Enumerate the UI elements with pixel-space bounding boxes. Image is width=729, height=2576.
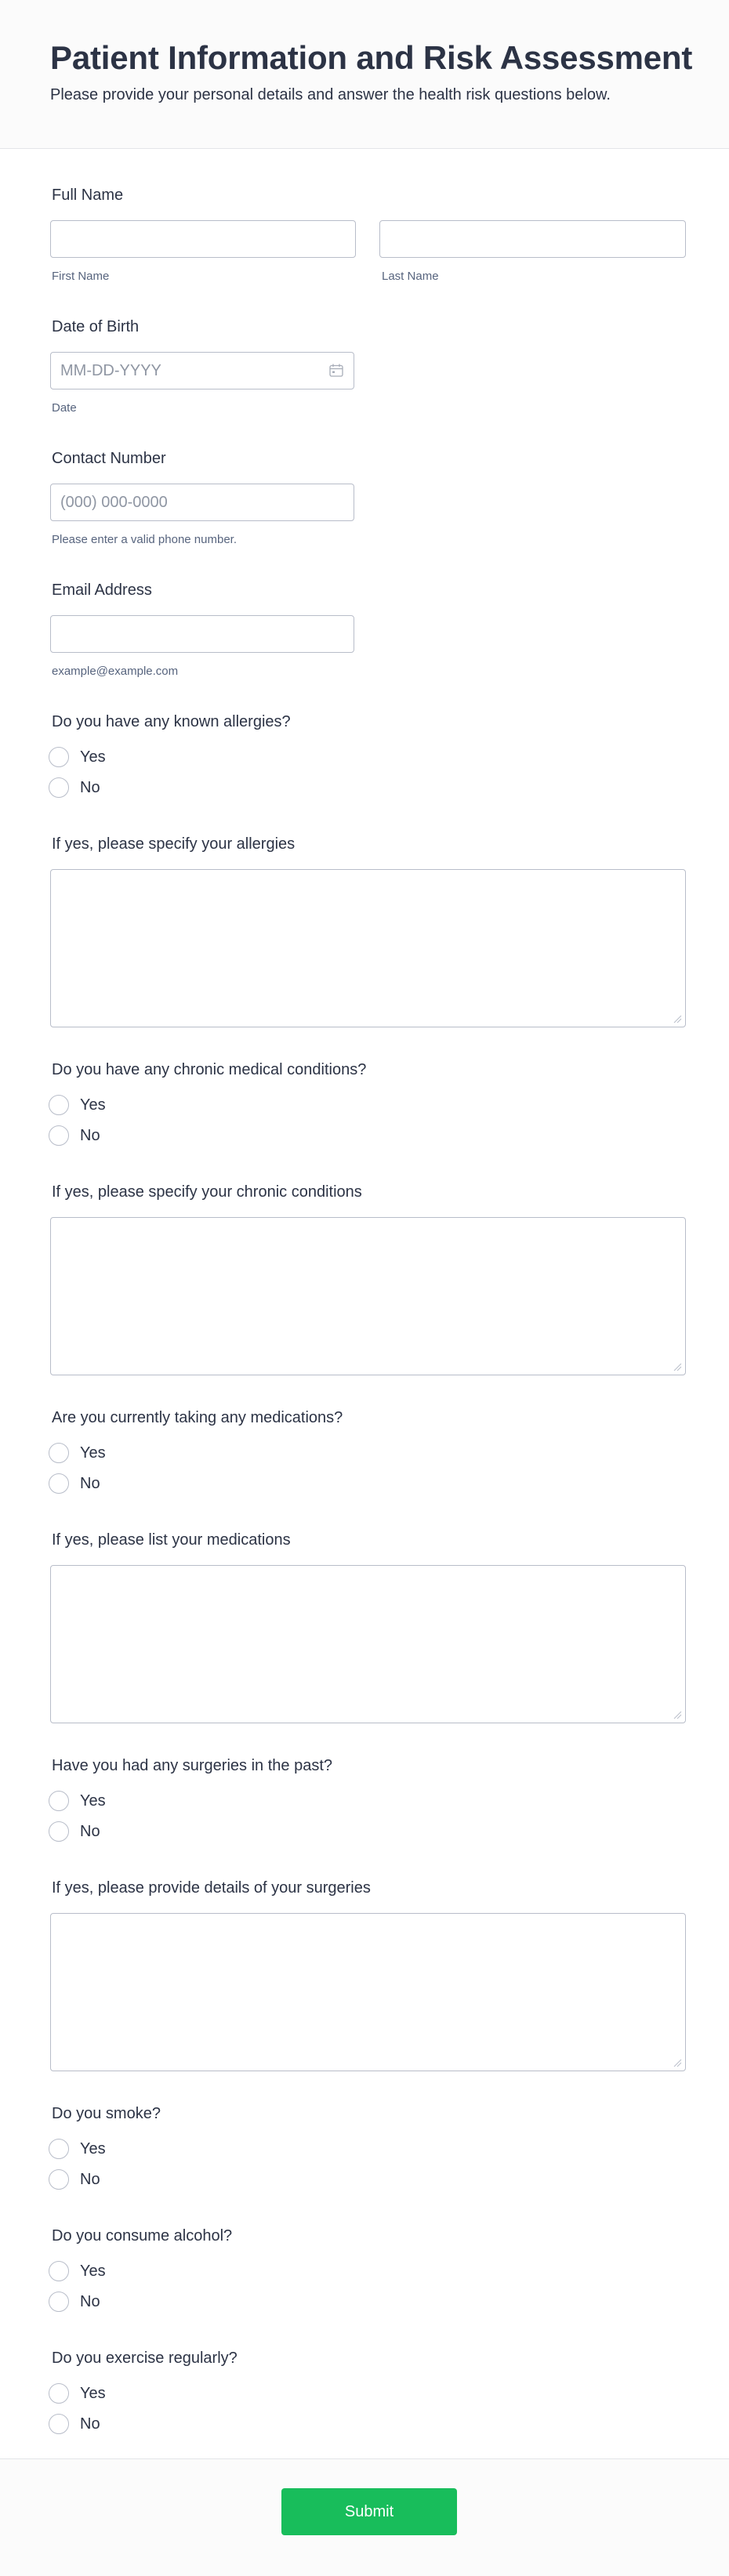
medications-question: Are you currently taking any medications? xyxy=(52,1409,343,1426)
chronic-details-label: If yes, please specify your chronic conditions xyxy=(52,1183,362,1201)
radio-label-no: No xyxy=(80,778,100,796)
radio-circle[interactable] xyxy=(49,2383,69,2404)
email-label: Email Address xyxy=(52,582,152,599)
alcohol-question: Do you consume alcohol? xyxy=(52,2227,233,2244)
allergies-question: Do you have any known allergies? xyxy=(52,713,291,730)
resize-grip-icon[interactable] xyxy=(673,2058,682,2067)
date-of-birth-field xyxy=(50,352,354,389)
allergies-no-radio[interactable] xyxy=(49,776,100,799)
radio-label-no: No xyxy=(80,2415,100,2433)
resize-grip-icon[interactable] xyxy=(673,1362,682,1371)
chronic-yes-radio[interactable] xyxy=(49,1093,106,1117)
surgeries-details-textarea[interactable] xyxy=(50,1913,686,2071)
email-sublabel: example@example.com xyxy=(52,665,179,678)
radio-label-yes: Yes xyxy=(80,1444,106,1462)
full-name-label: Full Name xyxy=(52,187,124,204)
submit-button[interactable]: Submit xyxy=(281,2488,457,2535)
radio-label-yes: Yes xyxy=(80,1096,106,1114)
radio-circle[interactable] xyxy=(49,1125,69,1146)
chronic-no-radio[interactable] xyxy=(49,1124,100,1147)
radio-label-no: No xyxy=(80,2170,100,2188)
radio-circle[interactable] xyxy=(49,777,69,798)
surgeries-yes-radio[interactable] xyxy=(49,1789,106,1813)
alcohol-no-radio[interactable] xyxy=(49,2290,100,2313)
page-title: Patient Information and Risk Assessment xyxy=(50,39,693,76)
alcohol-yes-radio[interactable] xyxy=(49,2259,106,2283)
smoke-no-radio[interactable] xyxy=(49,2168,100,2191)
first-name-sublabel: First Name xyxy=(52,270,110,283)
exercise-no-radio[interactable] xyxy=(49,2412,100,2436)
chronic-details-textarea[interactable] xyxy=(50,1217,686,1375)
surgeries-details-label: If yes, please provide details of your surgeries xyxy=(52,1879,371,1897)
medications-details-label: If yes, please list your medications xyxy=(52,1531,291,1549)
surgeries-question: Have you had any surgeries in the past? xyxy=(52,1757,332,1774)
radio-label-no: No xyxy=(80,2292,100,2310)
medications-yes-radio[interactable] xyxy=(49,1441,106,1465)
smoke-question: Do you smoke? xyxy=(52,2105,161,2122)
radio-label-yes: Yes xyxy=(80,2139,106,2158)
last-name-sublabel: Last Name xyxy=(382,270,439,283)
medications-details-textarea[interactable] xyxy=(50,1565,686,1723)
radio-label-no: No xyxy=(80,1474,100,1492)
radio-label-no: No xyxy=(80,1126,100,1144)
resize-grip-icon[interactable] xyxy=(673,1014,682,1024)
contact-number-input[interactable] xyxy=(50,484,354,521)
first-name-input[interactable] xyxy=(50,220,356,258)
radio-circle[interactable] xyxy=(49,1821,69,1842)
date-of-birth-label: Date of Birth xyxy=(52,318,140,335)
form-header xyxy=(0,0,729,149)
contact-number-sublabel: Please enter a valid phone number. xyxy=(52,533,237,546)
date-of-birth-input[interactable] xyxy=(50,352,354,389)
radio-circle[interactable] xyxy=(49,2261,69,2281)
radio-circle[interactable] xyxy=(49,747,69,767)
calendar-icon[interactable] xyxy=(329,364,343,377)
last-name-input[interactable] xyxy=(379,220,686,258)
radio-label-yes: Yes xyxy=(80,2384,106,2402)
radio-circle[interactable] xyxy=(49,1443,69,1463)
contact-number-label: Contact Number xyxy=(52,450,166,467)
radio-label-yes: Yes xyxy=(80,1792,106,1810)
date-sublabel: Date xyxy=(52,401,77,415)
radio-circle[interactable] xyxy=(49,2139,69,2159)
surgeries-no-radio[interactable] xyxy=(49,1820,100,1843)
chronic-conditions-question: Do you have any chronic medical conditions? xyxy=(52,1061,367,1078)
radio-circle[interactable] xyxy=(49,2169,69,2190)
medications-no-radio[interactable] xyxy=(49,1472,100,1495)
radio-label-yes: Yes xyxy=(80,748,106,766)
exercise-yes-radio[interactable] xyxy=(49,2382,106,2405)
radio-label-yes: Yes xyxy=(80,2262,106,2280)
resize-grip-icon[interactable] xyxy=(673,1710,682,1719)
radio-circle[interactable] xyxy=(49,1791,69,1811)
radio-circle[interactable] xyxy=(49,2292,69,2312)
radio-circle[interactable] xyxy=(49,1473,69,1494)
allergies-details-label: If yes, please specify your allergies xyxy=(52,835,296,853)
allergies-yes-radio[interactable] xyxy=(49,745,106,769)
page-subtitle: Please provide your personal details and answer the health risk questions below. xyxy=(50,86,611,103)
allergies-details-textarea[interactable] xyxy=(50,869,686,1027)
radio-label-no: No xyxy=(80,1822,100,1840)
radio-circle[interactable] xyxy=(49,2414,69,2434)
smoke-yes-radio[interactable] xyxy=(49,2137,106,2161)
email-input[interactable] xyxy=(50,615,354,653)
radio-circle[interactable] xyxy=(49,1095,69,1115)
exercise-question: Do you exercise regularly? xyxy=(52,2350,238,2367)
